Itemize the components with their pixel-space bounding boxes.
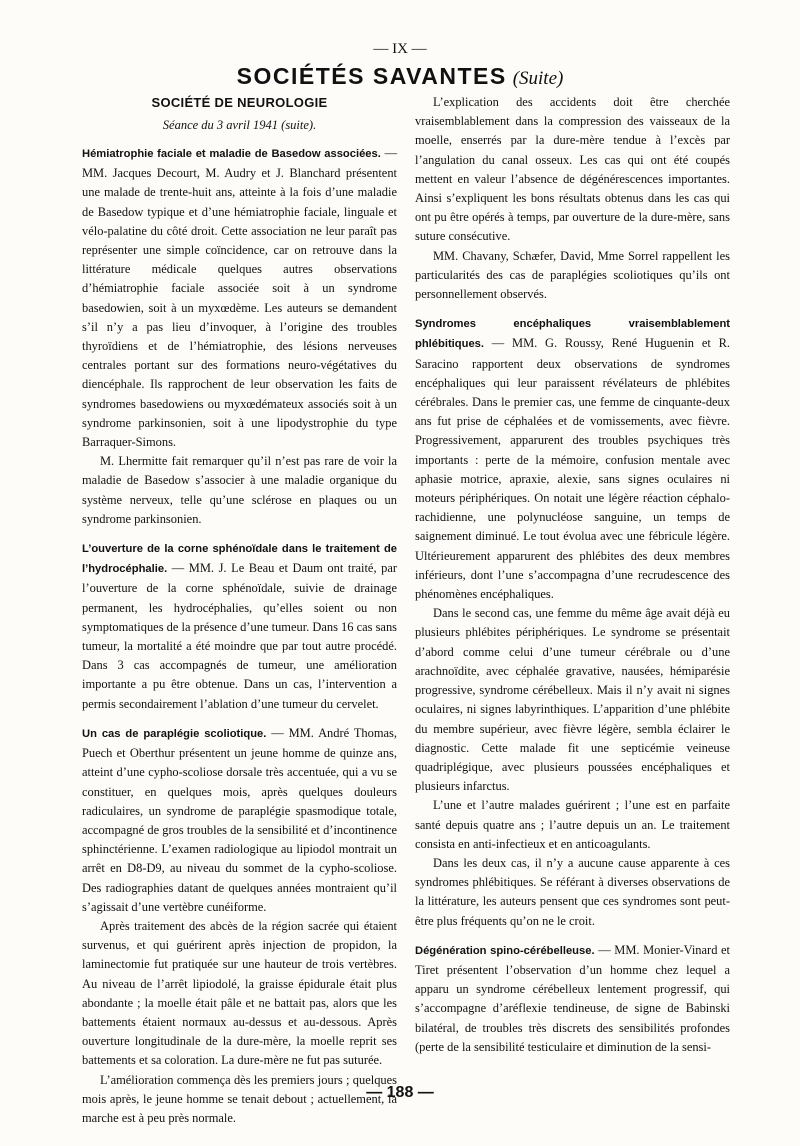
society-title: SOCIÉTÉ DE NEUROLOGIE <box>151 95 328 110</box>
left-column <box>82 93 397 1128</box>
article-paragraph: Dans les deux cas, il n’y a aucune cause apparente à ces syndromes phlébitiques. Se référant à diverses observations de la littérature, les auteurs pensent que ces syndromes sont peut-être plus fréquents qu’on ne le croit. <box>415 855 730 928</box>
article-title: L’ouverture de la corne sphénoïdale dans le traitement de l’hydrocéphalie. <box>82 543 397 576</box>
article-title: Syndromes encéphaliques vraisemblablement phlébitiques. <box>415 318 730 351</box>
article-hydrocephalie <box>82 539 397 714</box>
roman-page-number: — IX — <box>373 41 427 57</box>
article-paragraph: Hémiatrophie faciale et maladie de Basedow associées. — MM. Jacques Decourt, M. Audry et J. Blanchard présentent une malade de trente-huit ans, atteinte à la fois d’une maladie de Basedow typique et d’une hémiatrophie faciale, linguale et vélo-palatine du côté droit. Cette association ne leur paraît pas représenter une simple coïncidence, car on retrouve dans la littérature médicale quelques autres observations d’hémiatrophie faciale associée soit à un syndrome basedowien, soit à un myxœdème. Les auteurs se demandent s’il n’y a pas lieu d’invoquer, à l’origine des troubles thyroïdiens et de l’hémiatrophie, des lésions nerveuses centrales portant sur des formations neuro-végétatives du diencéphale. Ils rapprochent de leur observation les faits de syndromes basedowiens ou myxœdémateux associés soit à un syndrome parkinsonien, soit à une lipodystrophie du type Barraquer-Simons. <box>82 146 398 450</box>
page-number: — 188 — <box>366 1084 434 1101</box>
article-degeneration <box>415 941 730 1057</box>
article-paragraph: L’explication des accidents doit être cherchée vraisemblablement dans la compression des vaisseaux de la moelle, enserrés par la dure-mère tendue à l’excès par l’angulation du canal osseux. Les cas qui ont été coupés mettent en valeur l’absence de dégénérescences importantes. Ainsi s’expliquent les bons résultats obtenus dans les cas qui ont pu être opérés à temps, par ouverture de la dure-mère, sans suture consécutive. <box>415 95 730 244</box>
article-hemiatrophie <box>82 144 397 529</box>
title-suffix: (Suite) <box>512 68 564 89</box>
right-column <box>415 93 730 1057</box>
article-paragraph: L’amélioration commença dès les premiers jours ; quelques mois après, le jeune homme se tenait debout ; actuellement, la marche est à peu près normale. <box>82 1072 397 1125</box>
article-paragraph: Syndromes encéphaliques vraisemblablement phlébitiques. — MM. G. Roussy, René Huguenin et R. Saracino rapportent deux observations de syndromes encéphaliques qui leur paraissent révélateurs de phlébites cérébrales. Dans le premier cas, une femme de cinquante-deux ans fut prise de céphalées et de vomissements, avec fièvre. Progressivement, apparurent des troubles psychiques très importants : perte de la mémoire, confusion mentale avec aphasie motrice, apraxie, alexie, sans signes oculaires ni moteurs périphériques. On notait une légère réaction céphalo-rachidienne, une polynucléose sanguine, un temps de saignement diminué. Le tout évolua avec une fébricule légère. Ultérieurement apparurent des phlébites des deux membres inférieurs, dont l’une s’accompagna d’une recrudescence des phénomènes encéphaliques. <box>415 318 730 602</box>
article-paragraph: M. Lhermitte fait remarquer qu’il n’est pas rare de voir la maladie de Basedow s’associer à une maladie organique du système nerveux, telle qu’une sclérose en plaques ou un syndrome parkinsonien. <box>82 454 397 526</box>
article-title: Hémiatrophie faciale et maladie de Basedow associées. <box>82 148 381 160</box>
article-paraplegie-continued <box>415 93 730 304</box>
article-paragraph: L’ouverture de la corne sphénoïdale dans le traitement de l’hydrocéphalie. — MM. J. Le Beau et Daum ont traité, par l’ouverture de la corne sphénoïdale, suivie de drainage permanent, les hydrocéphalies, qu’elles soient ou non symptomatiques de la présence d’une tumeur. Dans 16 cas sans tumeur, la mortalité a été moindre que par tout autre procédé. Dans 3 cas accompagnés de tumeur, une amélioration importante a pu être obtenue. Dans un cas, l’intervention a permis secondairement l’ablation d’une tumeur du cervelet. <box>82 543 398 711</box>
article-paragraph: Après traitement des abcès de la région sacrée qui étaient survenus, et qui guérirent après injection de propidon, la laminectomie fut pratiquée sur une hauteur de trois vertèbres. Au niveau de l’arrêt lipiodolé, la graisse épidurale était plus abondante ; la moelle était pâle et ne battait pas, alors que les battements étaient normaux au-dessus et au-dessous. Après ouverture longitudinale de la dure-mère, la moelle reprit ses battements et sa coloration. La dure-mère ne fut pas suturée. <box>82 918 397 1068</box>
main-title: SOCIÉTÉS SAVANTES <box>236 63 507 89</box>
article-paragraph: Un cas de paraplégie scoliotique. — MM. André Thomas, Puech et Oberthur présentent un jeune homme de quinze ans, atteint d’une cypho-scoliose dorsale très accentuée, qui a vu se constituer, en quelques mois, après quelques douleurs radiculaires, un syndrome de paraplégie spasmodique totale, accompagné de gros troubles de la sensibilité et d’incontinence sphinctérienne. L’examen radiologique au lipiodol montrait un arrêt en D8-D9, au niveau du sommet de la cypho-scoliose. Des radiographies datant de quelques années montraient qu’il s’agissait d’une vertèbre cunéiforme. <box>82 725 398 914</box>
session-date: Séance du 3 avril 1941 (suite). <box>162 118 317 132</box>
article-paragraph: Dégénération spino-cérébelleuse. — MM. Monier-Vinard et Tiret présentent l’observation d’un homme chez lequel a apparu un syndrome cérébelleux lentement progressif, qui s’accompagne d’aréflexie tendineuse, de signe de Babinski bilatéral, de troubles très discrets des sensibilités profondes (perte de la sensibilité testiculaire et diminution de la sensi- <box>415 942 731 1054</box>
article-syndromes-phlebitiques <box>415 314 730 931</box>
section-heading <box>0 63 800 90</box>
article-paragraph: L’une et l’autre malades guérirent ; l’une est en parfaite santé depuis quatre ans ; l’autre depuis un an. Le traitement consista en anti-infectieux et en anticoagulants. <box>415 798 730 851</box>
article-title: Dégénération spino-cérébelleuse. <box>415 944 595 957</box>
article-title: Un cas de paraplégie scoliotique. <box>82 727 267 740</box>
article-paraplegie <box>82 724 397 1128</box>
article-paragraph: Dans le second cas, une femme du même âge avait déjà eu plusieurs phlébites périphériques. Le syndrome se présentait d’abord comme celui d’une tumeur cérébrale ou d’une arachnoïdite, avec céphalée gravative, nausées, hémiparésie progressive, syndrome cérébelleux. Mais il n’y avait ni signes oculaires, ni signes labyrinthiques. L’apparition d’une phlébite du membre supérieur, avec fièvre légère, sembla éclairer le diagnostic. Cette malade fit une septicémie veineuse quadriplégique, avec plusieurs poussées encéphaliques et plusieurs infarctus. <box>415 606 730 794</box>
article-paragraph: MM. Chavany, Schæfer, David, Mme Sorrel rappellent les particularités des cas de paraplégies scoliotiques qu’ils ont personnellement observés. <box>415 248 730 302</box>
